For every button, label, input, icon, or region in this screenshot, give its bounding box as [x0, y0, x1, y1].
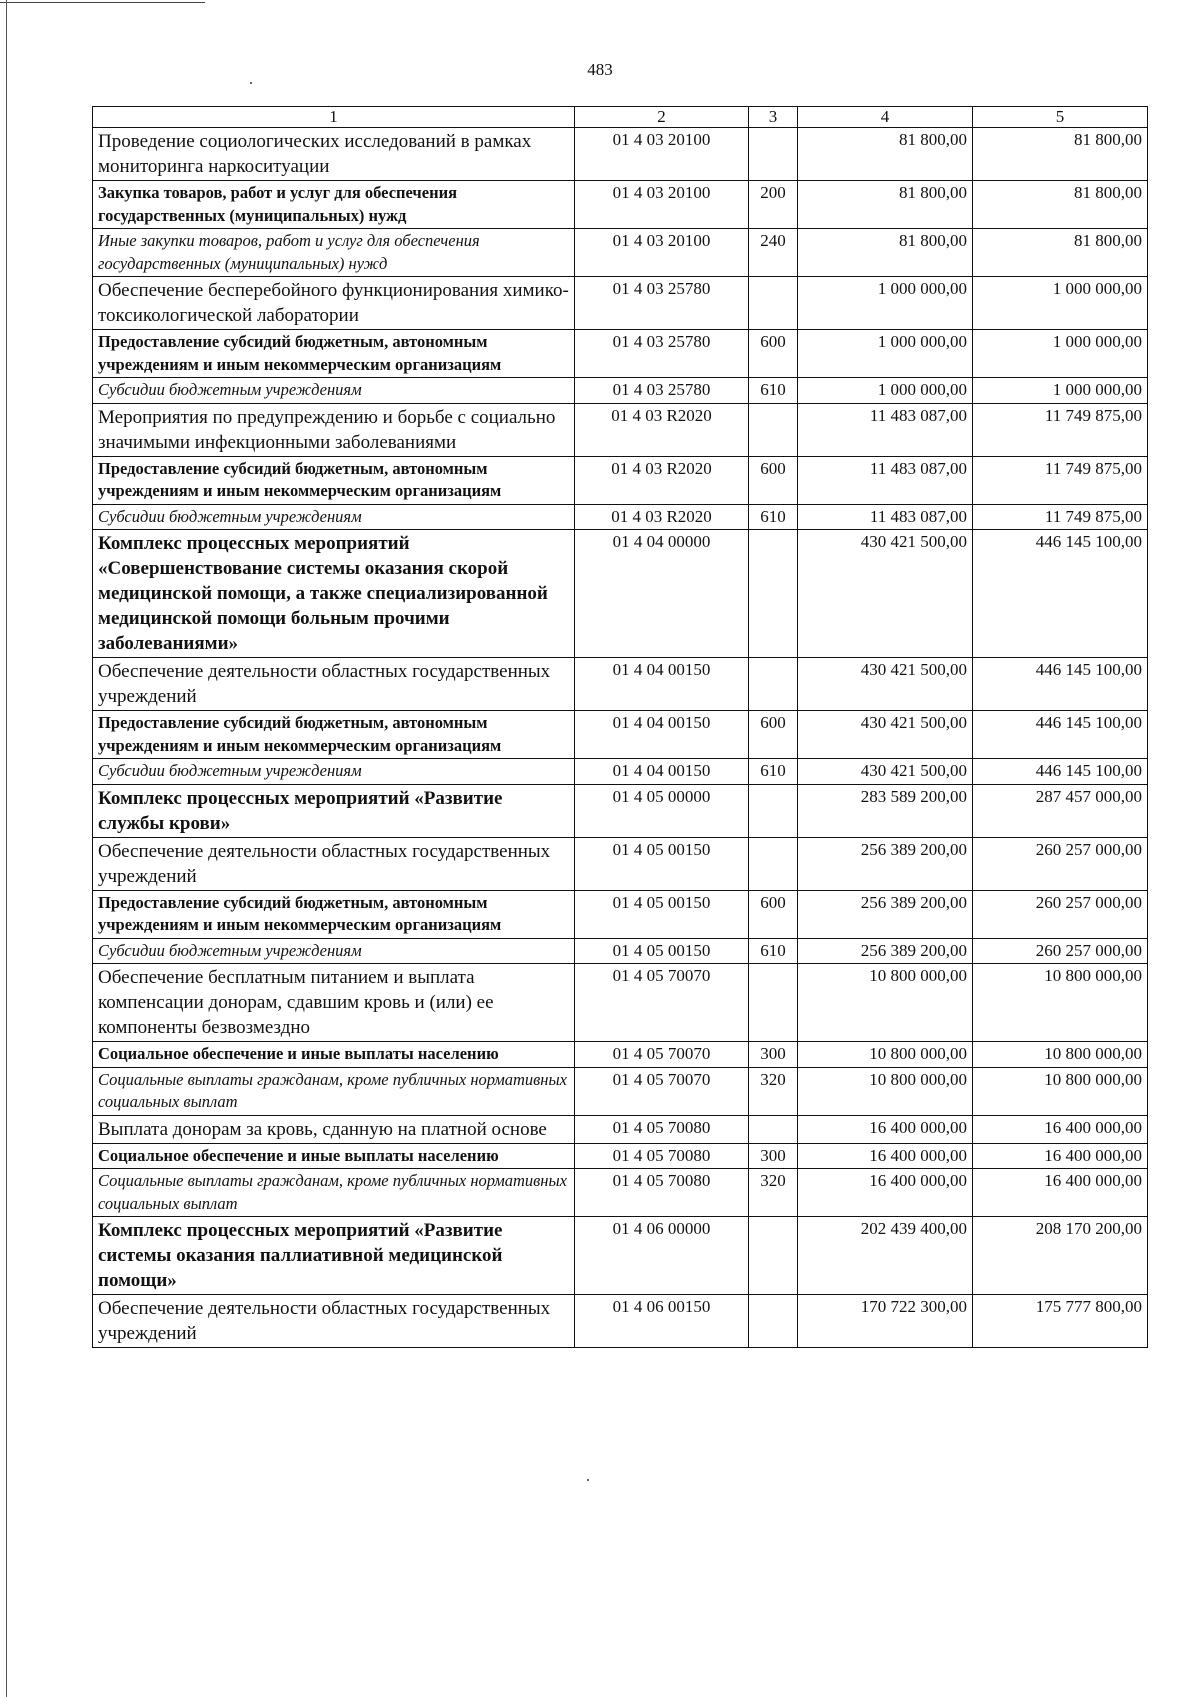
table-row — [93, 964, 1148, 1042]
row-code-cell: 01 4 05 00150 — [575, 938, 749, 964]
row-code-cell: 01 4 06 00000 — [575, 1217, 749, 1295]
row-name-cell: Предоставление субсидий бюджетным, автономным учреждениям и иным некоммерческим организациям — [93, 330, 575, 378]
row-amount-col5-cell: 446 145 100,00 — [973, 711, 1148, 759]
row-expense-type-cell — [749, 1217, 798, 1295]
row-code-cell: 01 4 03 20100 — [575, 128, 749, 181]
table-row — [93, 1295, 1148, 1348]
table-row — [93, 403, 1148, 456]
row-amount-col5-cell: 81 800,00 — [973, 181, 1148, 229]
row-name-cell: Предоставление субсидий бюджетным, автономным учреждениям и иным некоммерческим организациям — [93, 711, 575, 759]
scan-edge-top — [0, 2, 205, 3]
table-row — [93, 181, 1148, 229]
header-col-4: 4 — [798, 107, 973, 128]
row-amount-col5-cell: 10 800 000,00 — [973, 964, 1148, 1042]
row-amount-col5-cell: 260 257 000,00 — [973, 890, 1148, 938]
row-expense-type-cell: 300 — [749, 1143, 798, 1169]
row-amount-col5-cell: 81 800,00 — [973, 128, 1148, 181]
row-code-cell: 01 4 03 20100 — [575, 229, 749, 277]
table-row — [93, 938, 1148, 964]
row-amount-col4-cell: 16 400 000,00 — [798, 1115, 973, 1143]
table-row — [93, 530, 1148, 658]
row-name-cell: Социальные выплаты гражданам, кроме публичных нормативных социальных выплат — [93, 1067, 575, 1115]
header-row — [93, 107, 1148, 128]
table-row — [93, 1067, 1148, 1115]
row-amount-col5-cell: 446 145 100,00 — [973, 759, 1148, 785]
row-amount-col5-cell: 11 749 875,00 — [973, 403, 1148, 456]
row-name-cell: Социальное обеспечение и иные выплаты населению — [93, 1042, 575, 1068]
header-col-5: 5 — [973, 107, 1148, 128]
row-amount-col5-cell: 11 749 875,00 — [973, 504, 1148, 530]
row-expense-type-cell: 240 — [749, 229, 798, 277]
table-row — [93, 658, 1148, 711]
header-col-1: 1 — [93, 107, 575, 128]
row-amount-col5-cell: 287 457 000,00 — [973, 784, 1148, 837]
row-amount-col4-cell: 1 000 000,00 — [798, 277, 973, 330]
row-expense-type-cell: 600 — [749, 890, 798, 938]
row-amount-col5-cell: 208 170 200,00 — [973, 1217, 1148, 1295]
row-amount-col5-cell: 16 400 000,00 — [973, 1143, 1148, 1169]
header-col-2: 2 — [575, 107, 749, 128]
row-expense-type-cell: 610 — [749, 759, 798, 785]
row-name-cell: Предоставление субсидий бюджетным, автономным учреждениям и иным некоммерческим организациям — [93, 890, 575, 938]
row-code-cell: 01 4 04 00150 — [575, 711, 749, 759]
table-row — [93, 229, 1148, 277]
row-expense-type-cell: 600 — [749, 711, 798, 759]
row-amount-col4-cell: 11 483 087,00 — [798, 456, 973, 504]
row-expense-type-cell — [749, 784, 798, 837]
row-amount-col4-cell: 170 722 300,00 — [798, 1295, 973, 1348]
table-header — [93, 107, 1148, 128]
budget-table — [92, 106, 1148, 1348]
row-expense-type-cell: 300 — [749, 1042, 798, 1068]
row-code-cell: 01 4 05 70080 — [575, 1115, 749, 1143]
row-code-cell: 01 4 03 R2020 — [575, 403, 749, 456]
row-amount-col4-cell: 430 421 500,00 — [798, 530, 973, 658]
table-row — [93, 277, 1148, 330]
row-name-cell: Обеспечение бесперебойного функционирования химико-токсикологической лаборатории — [93, 277, 575, 330]
row-name-cell: Социальное обеспечение и иные выплаты населению — [93, 1143, 575, 1169]
table-row — [93, 1217, 1148, 1295]
row-name-cell: Обеспечение деятельности областных государственных учреждений — [93, 1295, 575, 1348]
row-name-cell: Обеспечение деятельности областных государственных учреждений — [93, 837, 575, 890]
row-expense-type-cell — [749, 1115, 798, 1143]
row-code-cell: 01 4 03 R2020 — [575, 504, 749, 530]
row-expense-type-cell — [749, 128, 798, 181]
row-name-cell: Предоставление субсидий бюджетным, автономным учреждениям и иным некоммерческим организациям — [93, 456, 575, 504]
row-amount-col4-cell: 256 389 200,00 — [798, 837, 973, 890]
row-name-cell: Мероприятия по предупреждению и борьбе с социально значимыми инфекционными заболеваниями — [93, 403, 575, 456]
table-row — [93, 456, 1148, 504]
row-expense-type-cell — [749, 658, 798, 711]
row-amount-col5-cell: 446 145 100,00 — [973, 658, 1148, 711]
row-amount-col5-cell: 11 749 875,00 — [973, 456, 1148, 504]
row-amount-col4-cell: 16 400 000,00 — [798, 1169, 973, 1217]
row-amount-col4-cell: 10 800 000,00 — [798, 964, 973, 1042]
table-row — [93, 1042, 1148, 1068]
row-amount-col5-cell: 260 257 000,00 — [973, 837, 1148, 890]
row-amount-col4-cell: 430 421 500,00 — [798, 658, 973, 711]
row-code-cell: 01 4 05 00150 — [575, 837, 749, 890]
row-code-cell: 01 4 05 00150 — [575, 890, 749, 938]
row-amount-col4-cell: 11 483 087,00 — [798, 403, 973, 456]
row-amount-col5-cell: 16 400 000,00 — [973, 1169, 1148, 1217]
row-expense-type-cell — [749, 277, 798, 330]
scan-speck — [250, 82, 252, 84]
row-amount-col4-cell: 81 800,00 — [798, 181, 973, 229]
row-amount-col5-cell: 10 800 000,00 — [973, 1067, 1148, 1115]
table-body — [93, 128, 1148, 1348]
table-row — [93, 1169, 1148, 1217]
row-name-cell: Обеспечение деятельности областных государственных учреждений — [93, 658, 575, 711]
page-number: 483 — [587, 60, 613, 79]
row-amount-col4-cell: 11 483 087,00 — [798, 504, 973, 530]
row-expense-type-cell: 320 — [749, 1067, 798, 1115]
row-code-cell: 01 4 05 70070 — [575, 1067, 749, 1115]
table-row — [93, 711, 1148, 759]
row-amount-col5-cell: 1 000 000,00 — [973, 330, 1148, 378]
row-code-cell: 01 4 05 70080 — [575, 1143, 749, 1169]
row-amount-col4-cell: 256 389 200,00 — [798, 890, 973, 938]
row-code-cell: 01 4 03 20100 — [575, 181, 749, 229]
table-row — [93, 837, 1148, 890]
row-amount-col4-cell: 202 439 400,00 — [798, 1217, 973, 1295]
table-row — [93, 1115, 1148, 1143]
row-name-cell: Проведение социологических исследований в рамках мониторинга наркоситуации — [93, 128, 575, 181]
table-row — [93, 378, 1148, 404]
row-code-cell: 01 4 05 70070 — [575, 964, 749, 1042]
row-amount-col4-cell: 430 421 500,00 — [798, 711, 973, 759]
row-code-cell: 01 4 04 00150 — [575, 759, 749, 785]
row-code-cell: 01 4 03 25780 — [575, 330, 749, 378]
row-amount-col4-cell: 283 589 200,00 — [798, 784, 973, 837]
row-name-cell: Закупка товаров, работ и услуг для обеспечения государственных (муниципальных) нужд — [93, 181, 575, 229]
row-code-cell: 01 4 06 00150 — [575, 1295, 749, 1348]
row-amount-col4-cell: 1 000 000,00 — [798, 330, 973, 378]
row-amount-col5-cell: 81 800,00 — [973, 229, 1148, 277]
row-name-cell: Иные закупки товаров, работ и услуг для обеспечения государственных (муниципальных) нужд — [93, 229, 575, 277]
row-name-cell: Выплата донорам за кровь, сданную на платной основе — [93, 1115, 575, 1143]
row-name-cell: Субсидии бюджетным учреждениям — [93, 378, 575, 404]
row-code-cell: 01 4 05 70080 — [575, 1169, 749, 1217]
scan-edge-left — [6, 0, 7, 1697]
row-expense-type-cell — [749, 1295, 798, 1348]
table-row — [93, 759, 1148, 785]
row-name-cell: Комплекс процессных мероприятий «Развитие системы оказания паллиативной медицинской помощи» — [93, 1217, 575, 1295]
row-expense-type-cell: 610 — [749, 938, 798, 964]
table-row — [93, 784, 1148, 837]
row-expense-type-cell — [749, 837, 798, 890]
row-code-cell: 01 4 03 25780 — [575, 378, 749, 404]
scan-speck — [587, 1479, 589, 1481]
table-row — [93, 890, 1148, 938]
row-expense-type-cell — [749, 403, 798, 456]
row-amount-col4-cell: 16 400 000,00 — [798, 1143, 973, 1169]
row-code-cell: 01 4 05 00000 — [575, 784, 749, 837]
row-expense-type-cell: 320 — [749, 1169, 798, 1217]
row-code-cell: 01 4 05 70070 — [575, 1042, 749, 1068]
row-amount-col5-cell: 1 000 000,00 — [973, 378, 1148, 404]
row-code-cell: 01 4 04 00000 — [575, 530, 749, 658]
row-amount-col4-cell: 1 000 000,00 — [798, 378, 973, 404]
row-amount-col5-cell: 10 800 000,00 — [973, 1042, 1148, 1068]
row-amount-col4-cell: 10 800 000,00 — [798, 1042, 973, 1068]
row-code-cell: 01 4 03 25780 — [575, 277, 749, 330]
row-amount-col5-cell: 1 000 000,00 — [973, 277, 1148, 330]
table-row — [93, 1143, 1148, 1169]
table-row — [93, 330, 1148, 378]
row-name-cell: Субсидии бюджетным учреждениям — [93, 504, 575, 530]
row-amount-col5-cell: 446 145 100,00 — [973, 530, 1148, 658]
row-name-cell: Субсидии бюджетным учреждениям — [93, 938, 575, 964]
header-col-3: 3 — [749, 107, 798, 128]
row-code-cell: 01 4 03 R2020 — [575, 456, 749, 504]
row-amount-col4-cell: 81 800,00 — [798, 229, 973, 277]
row-name-cell: Социальные выплаты гражданам, кроме публичных нормативных социальных выплат — [93, 1169, 575, 1217]
row-expense-type-cell: 200 — [749, 181, 798, 229]
row-expense-type-cell — [749, 964, 798, 1042]
row-expense-type-cell: 610 — [749, 378, 798, 404]
row-name-cell: Обеспечение бесплатным питанием и выплата компенсации донорам, сдавшим кровь и (или) ее компоненты безвозмездно — [93, 964, 575, 1042]
row-code-cell: 01 4 04 00150 — [575, 658, 749, 711]
row-name-cell: Комплекс процессных мероприятий «Совершенствование системы оказания скорой медицинской помощи, а также специализированной медицинской помощи больным прочими заболеваниями» — [93, 530, 575, 658]
row-name-cell: Комплекс процессных мероприятий «Развитие службы крови» — [93, 784, 575, 837]
row-name-cell: Субсидии бюджетным учреждениям — [93, 759, 575, 785]
row-amount-col5-cell: 175 777 800,00 — [973, 1295, 1148, 1348]
row-amount-col5-cell: 16 400 000,00 — [973, 1115, 1148, 1143]
row-amount-col5-cell: 260 257 000,00 — [973, 938, 1148, 964]
row-amount-col4-cell: 256 389 200,00 — [798, 938, 973, 964]
row-amount-col4-cell: 10 800 000,00 — [798, 1067, 973, 1115]
row-amount-col4-cell: 81 800,00 — [798, 128, 973, 181]
row-amount-col4-cell: 430 421 500,00 — [798, 759, 973, 785]
row-expense-type-cell: 610 — [749, 504, 798, 530]
row-expense-type-cell — [749, 530, 798, 658]
row-expense-type-cell: 600 — [749, 330, 798, 378]
table-row — [93, 504, 1148, 530]
table-row — [93, 128, 1148, 181]
row-expense-type-cell: 600 — [749, 456, 798, 504]
